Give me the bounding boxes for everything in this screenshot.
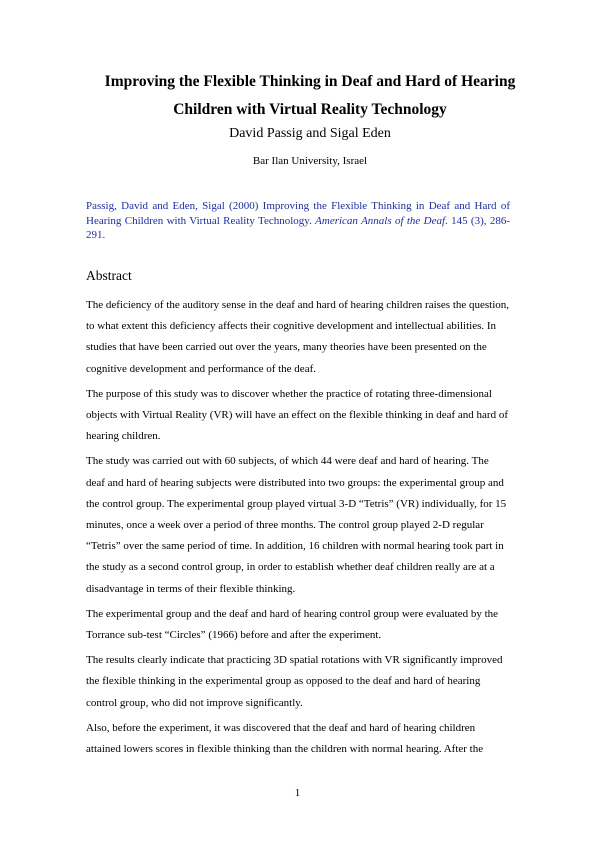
paper-title-line-2: Children with Virtual Reality Technology <box>173 101 447 118</box>
paper-affiliation: Bar Ilan University, Israel <box>252 155 368 167</box>
page-number: 1 <box>294 787 301 799</box>
abstract-paragraph: The deficiency of the auditory sense in the deaf and hard of hearing children raises the question, to what extent this deficiency affects their cognitive development and intellectual abilities. In studies that have been carried out over the years, many theories have been presented on the cognitive development and performance of the deaf. <box>86 299 510 375</box>
citation-reference <box>86 199 510 243</box>
citation-volume: . 145 (3), 286-291. <box>86 214 511 241</box>
abstract-heading: Abstract <box>86 268 132 283</box>
abstract-paragraph: The purpose of this study was to discover whether the practice of rotating three-dimensional objects with Virtual Reality (VR) will have an effect on the flexible thinking in deaf and hard of hearing children. <box>86 387 509 443</box>
paper-authors: David Passig and Sigal Eden <box>229 126 391 141</box>
paper-title-line-1: Improving the Flexible Thinking in Deaf and Hard of Hearing <box>104 73 516 90</box>
abstract-paragraph: The study was carried out with 60 subjects, of which 44 were deaf and hard of hearing. The deaf and hard of hearing subjects were distributed into two groups: the experimental group and the control group. The experimental group played virtual 3-D “Tetris” (VR) individually, for 15 minutes, once a week over a period of three months. The control group played 2-D regular “Tetris” over the same period of time. In addition, 16 children with normal hearing took part in the study as a second control group, in order to establish whether deaf children really are at a disadvantage in terms of their flexible thinking. <box>86 455 507 595</box>
abstract-body <box>86 295 510 764</box>
citation-text: Passig, David and Eden, Sigal (2000) Improving the Flexible Thinking in Deaf and Hard of Hearing Children with Virtual Reality Technology. <box>86 200 510 227</box>
paper-title <box>60 68 560 124</box>
abstract-paragraph: The results clearly indicate that practicing 3D spatial rotations with VR significantly improved the flexible thinking in the experimental group as opposed to the deaf and hard of hearing control group, who did not improve significantly. <box>86 654 503 709</box>
abstract-paragraph: Also, before the experiment, it was discovered that the deaf and hard of hearing children attained lowers scores in flexible thinking than the children with normal hearing. After the <box>86 721 484 756</box>
abstract-paragraph: The experimental group and the deaf and hard of hearing control group were evaluated by the Torrance sub-test “Circles” (1966) before and after the experiment. <box>86 607 499 642</box>
citation-journal: American Annals of the Deaf <box>315 214 446 227</box>
